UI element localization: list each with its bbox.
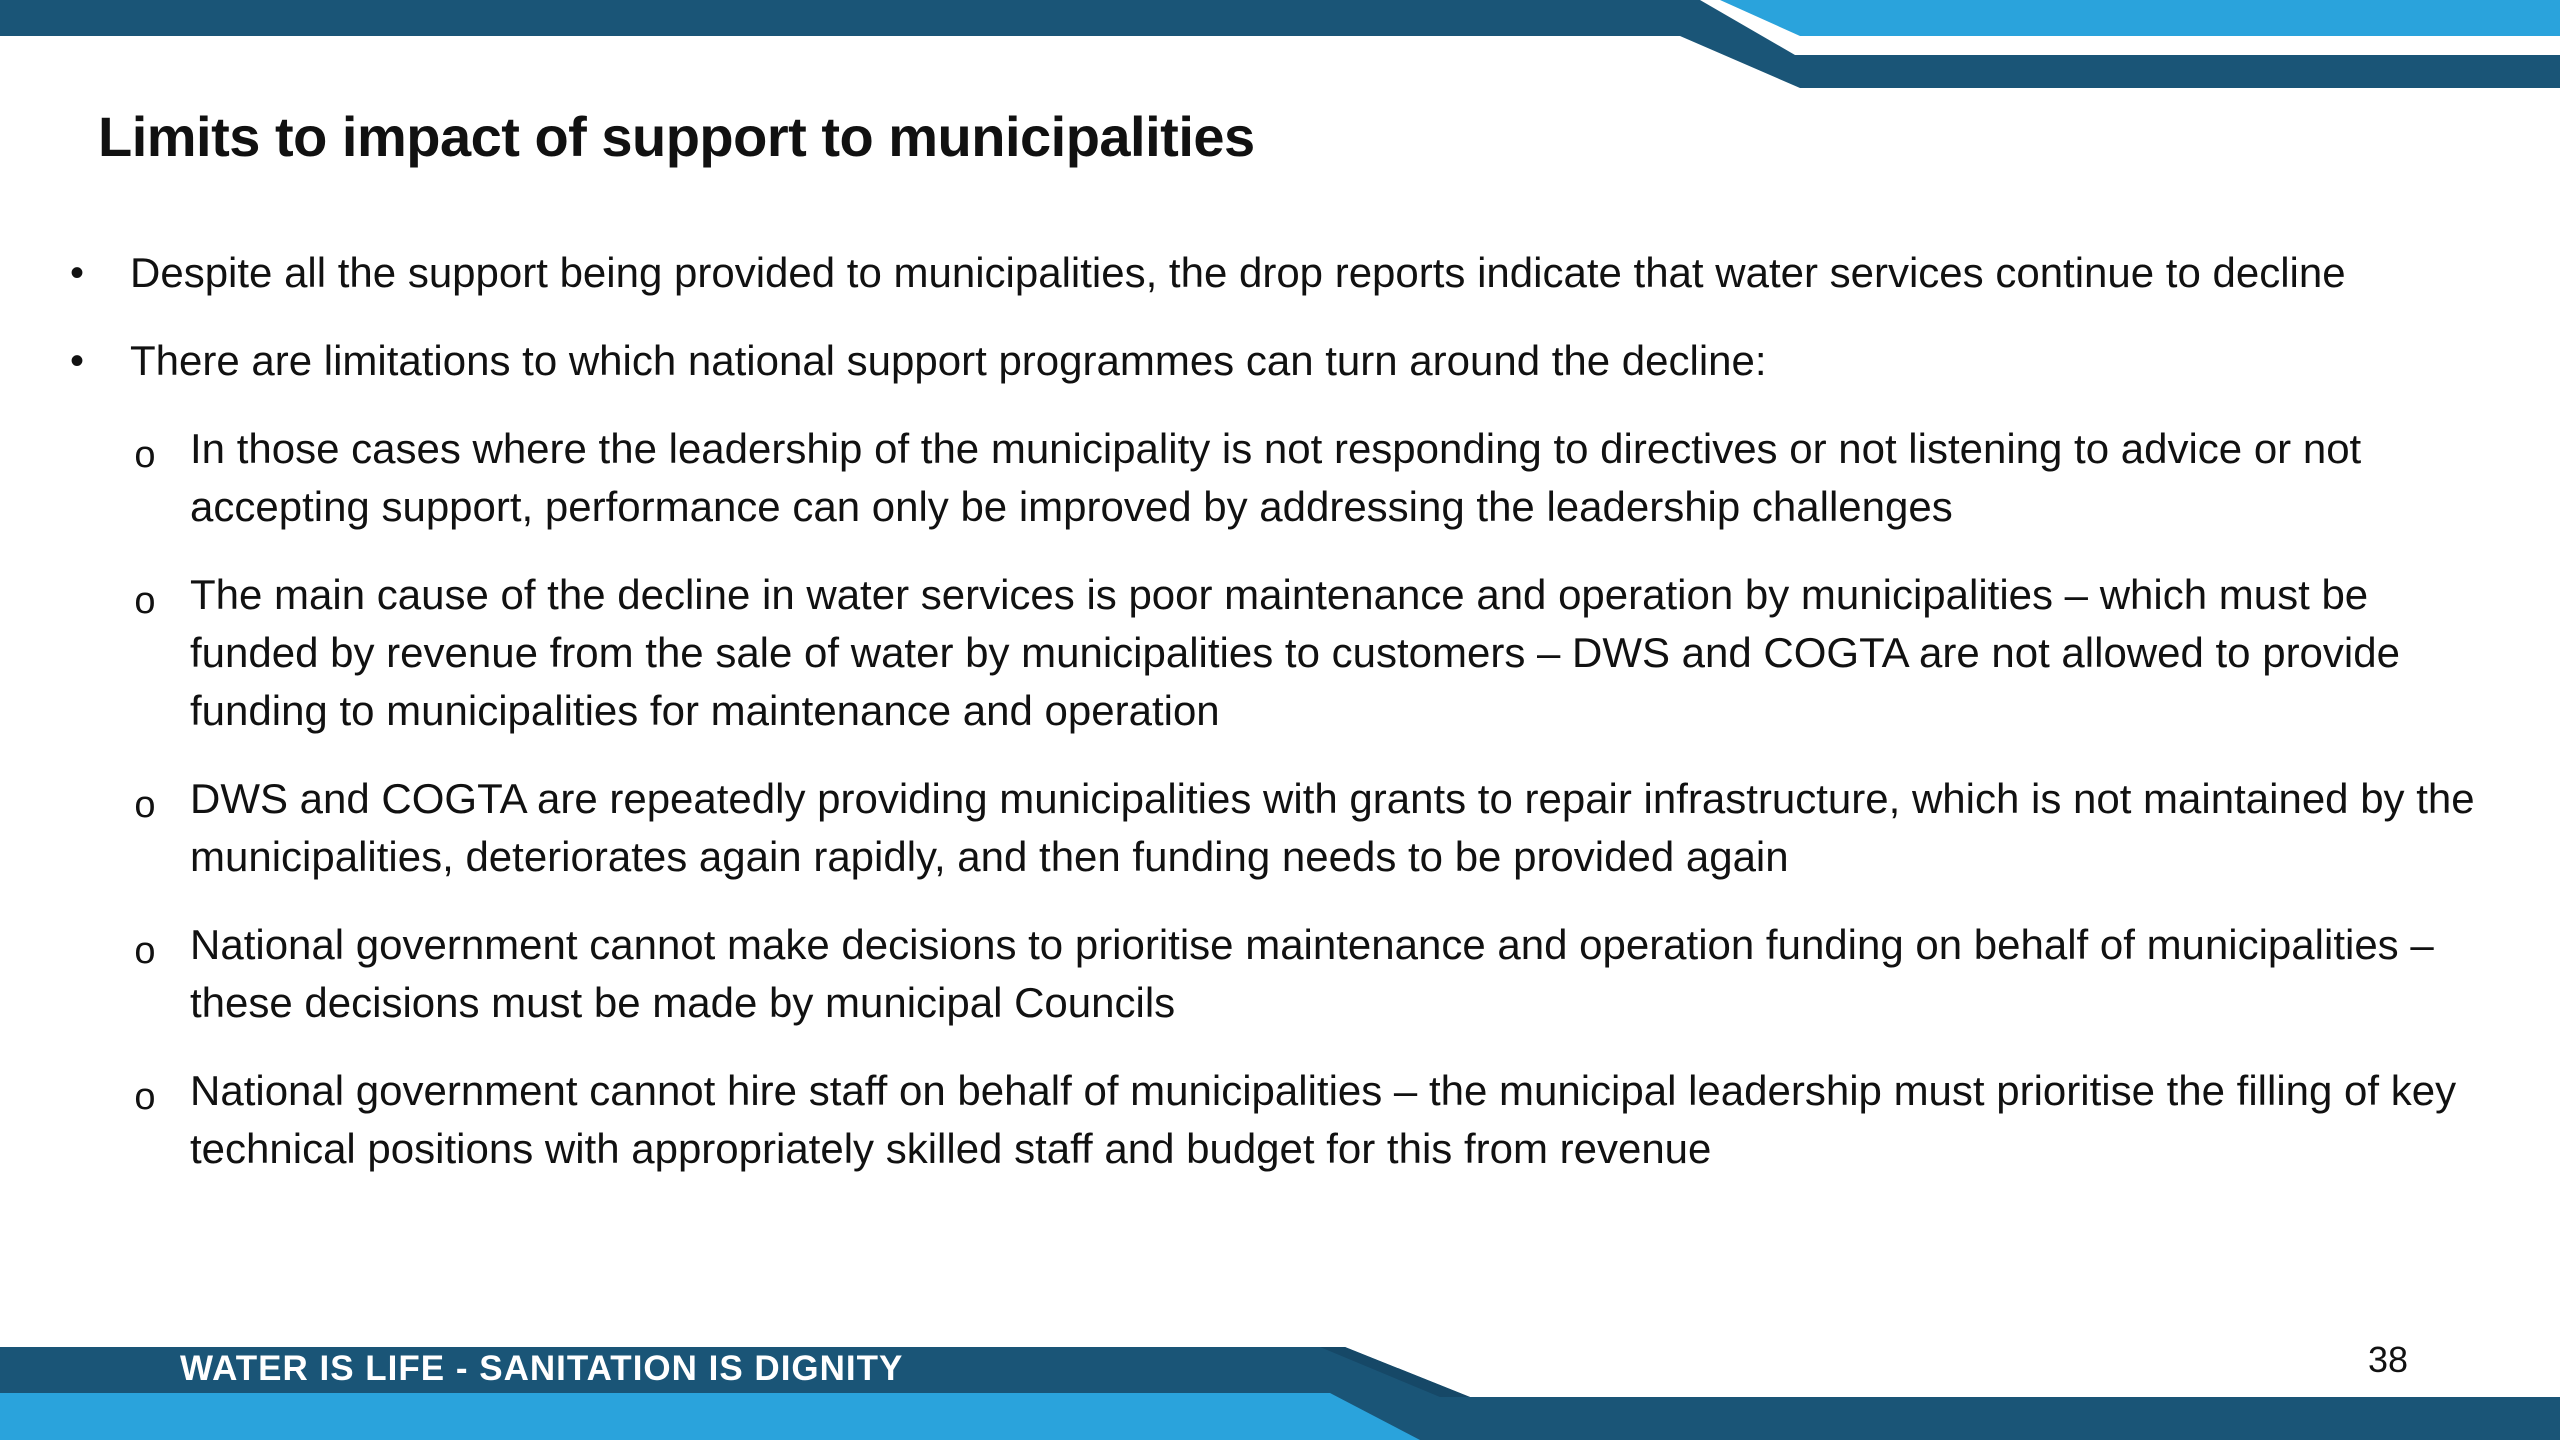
sub-bullet-marker: o bbox=[134, 434, 156, 476]
slide-title: Limits to impact of support to municipalities bbox=[98, 105, 1255, 168]
bullet-text: Despite all the support being provided to municipalities, the drop reports indicate that water services continue to decline bbox=[130, 249, 2346, 296]
page-number: 38 bbox=[2368, 1339, 2409, 1380]
sub-bullet-text: National government cannot hire staff on behalf of municipalities – the municipal leadership must prioritise the filling of key technical positions with appropriately skilled staff and budget for this from revenue bbox=[190, 1067, 2457, 1172]
bullet-list bbox=[62, 244, 2502, 1208]
sub-bullet-marker: o bbox=[134, 930, 156, 972]
sub-bullet-marker: o bbox=[134, 580, 156, 622]
bottom-banner-light bbox=[0, 1393, 1420, 1440]
sub-bullet-marker: o bbox=[134, 784, 156, 826]
top-banner-light bbox=[1720, 0, 2560, 36]
bullet-item bbox=[62, 244, 2502, 302]
sub-bullet-text: National government cannot make decisions to prioritise maintenance and operation funding on behalf of municipalities – these decisions must be made by municipal Councils bbox=[190, 921, 2434, 1026]
sub-bullet-item bbox=[62, 420, 2502, 536]
bullet-item bbox=[62, 332, 2502, 390]
sub-bullet-text: In those cases where the leadership of the municipality is not responding to directives or not listening to advice or not accepting support, performance can only be improved by addressing the leadership challenges bbox=[190, 425, 2362, 530]
sub-bullet-item bbox=[62, 916, 2502, 1032]
sub-bullet-text: DWS and COGTA are repeatedly providing municipalities with grants to repair infrastructure, which is not maintained by the municipalities, deteriorates again rapidly, and then funding needs to be provided again bbox=[190, 775, 2475, 880]
sub-bullet-item bbox=[62, 770, 2502, 886]
sub-bullet-item bbox=[62, 1062, 2502, 1178]
sub-bullet-item bbox=[62, 566, 2502, 740]
bullet-marker: • bbox=[69, 339, 84, 383]
sub-bullet-marker: o bbox=[134, 1076, 156, 1118]
sub-bullet-text: The main cause of the decline in water services is poor maintenance and operation by municipalities – which must be funded by revenue from the sale of water by municipalities to customers – DWS and COGTA are not allowed to provide funding to municipalities for maintenance and operation bbox=[190, 571, 2400, 734]
bullet-text: There are limitations to which national support programmes can turn around the decline: bbox=[130, 337, 1767, 384]
bullet-marker: • bbox=[69, 251, 84, 295]
footer-slogan: WATER IS LIFE - SANITATION IS DIGNITY bbox=[180, 1349, 904, 1388]
